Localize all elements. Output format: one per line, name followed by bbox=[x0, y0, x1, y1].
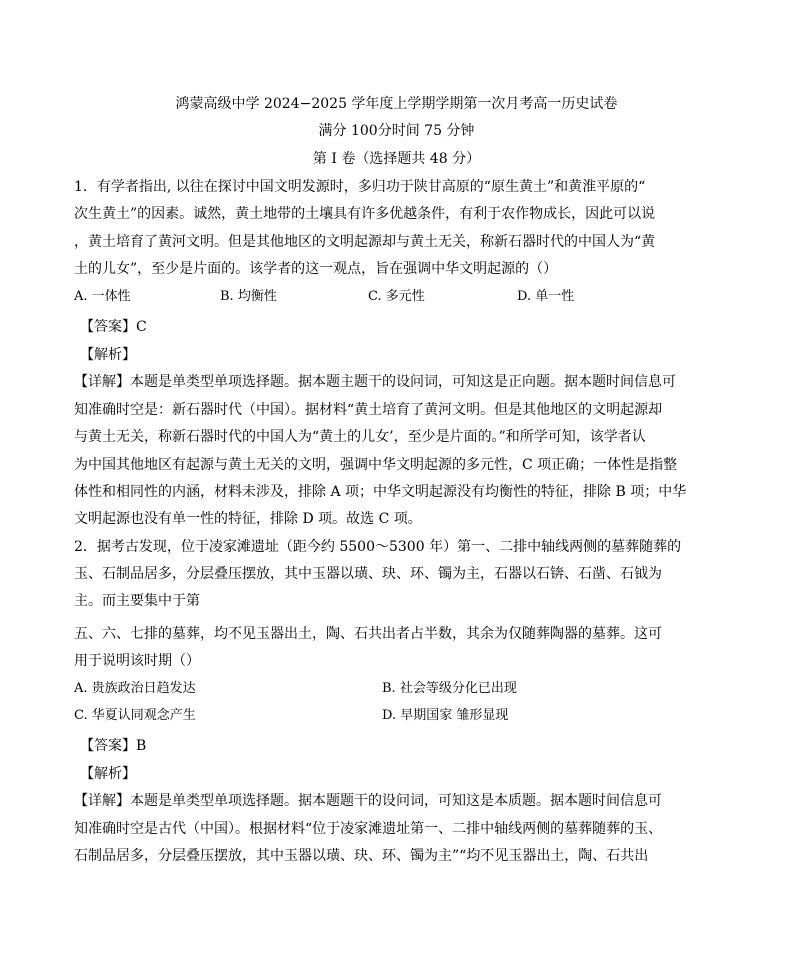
exam-subtitle: 满分 100分时间 75 分钟 bbox=[318, 123, 475, 139]
q1-line-1: 1．有学者指出, 以往在探讨中国文明发源时，多归功于陕甘高原的“原生黄土”和黄淮平原的“ bbox=[74, 179, 646, 195]
exam-title: 鸿蒙高级中学 2024−2025 学年度上学期学期第一次月考高一历史试卷 bbox=[175, 96, 618, 112]
q2-line-1: 2．据考古发现，位于凌家滩遗址（距今约 5500～5300 年）第一、二排中轴线两侧的墓葬随葬的 bbox=[74, 539, 682, 555]
q1-line-2: 次生黄土”的因素。诚然，黄土地带的土壤具有许多优越条件，有利于农作物成长，因此可以说 bbox=[74, 206, 656, 222]
q1-detail-5: 体性和相同性的内涵，材料未涉及，排除 A 项；中华文明起源没有均衡性的特征，排除 B 项；中华 bbox=[74, 484, 687, 500]
q1-answer: 【答案】C bbox=[80, 319, 147, 335]
q2-option-c: C. 华夏认同观念产生 bbox=[74, 708, 196, 723]
q1-detail-4: 为中国其他地区有起源与黄土无关的文明，强调中华文明起源的多元性，C 项正确；一体性是指整 bbox=[74, 457, 678, 473]
q2-option-b: B. 社会等级分化已出现 bbox=[382, 681, 517, 696]
q2-line-2: 玉、石制品居多，分层叠压摆放，其中玉器以璜、玦、环、镯为主，石器以石锛、石凿、石钺为 bbox=[74, 566, 662, 582]
q1-option-a: A. 一体性 bbox=[74, 289, 131, 304]
q2-analysis-label: 【解析】 bbox=[80, 766, 136, 782]
q2-option-a: A. 贵族政治日趋发达 bbox=[74, 681, 196, 696]
q1-detail-3: 与黄土无关，称新石器时代的中国人为“黄土的儿女’，至少是片面的。”和所学可知，该学者认 bbox=[74, 429, 646, 445]
q1-option-c: C. 多元性 bbox=[368, 289, 425, 304]
q2-detail-2: 知准确时空是古代（中国）。根据材料“位于凌家滩遗址第一、二排中轴线两侧的墓葬随葬的玉、 bbox=[74, 821, 663, 837]
q2-line-3: 主。而主要集中于第 bbox=[74, 593, 200, 609]
q1-detail-2: 知准确时空是：新石器时代（中国）。据材料“黄土培育了黄河文明。但是其他地区的文明起源却 bbox=[74, 402, 663, 418]
section-heading: 第 I 卷（选择题共 48 分） bbox=[312, 151, 481, 167]
q2-detail-3: 石制品居多，分层叠压摆放，其中玉器以璜、玦、环、镯为主”“均不见玉器出土，陶、石共出 bbox=[74, 848, 649, 864]
q1-detail-1: 【详解】本题是单类型单项选择题。据本题主题干的设问词，可知这是正向题。据本题时间信息可 bbox=[74, 374, 676, 390]
q1-analysis-label: 【解析】 bbox=[80, 347, 136, 363]
q2-answer: 【答案】B bbox=[80, 738, 147, 754]
q2-line-5: 用于说明该时期（） bbox=[74, 653, 200, 669]
q1-line-4: 土的儿女”，至少是片面的。该学者的这一观点，旨在强调中华文明起源的（） bbox=[74, 261, 558, 277]
q2-line-4: 五、六、七排的墓葬，均不见玉器出土，陶、石共出者占半数，其余为仅随葬陶器的墓葬。这可 bbox=[74, 626, 662, 642]
q1-line-3: ，黄土培育了黄河文明。但是其他地区的文明起源却与黄土无关，称新石器时代的中国人为“黄 bbox=[74, 234, 656, 250]
q1-option-b: B. 均衡性 bbox=[220, 289, 277, 304]
q1-detail-6: 文明起源也没有单一性的特征，排除 D 项。故选 C 项。 bbox=[74, 511, 422, 527]
q2-option-d: D. 早期国家 雏形显现 bbox=[382, 708, 509, 723]
q1-option-d: D. 单一性 bbox=[517, 289, 575, 304]
q2-detail-1: 【详解】本题是单类型单项选择题。据本题题干的设问词，可知这是本质题。据本题时间信息可 bbox=[74, 793, 662, 809]
